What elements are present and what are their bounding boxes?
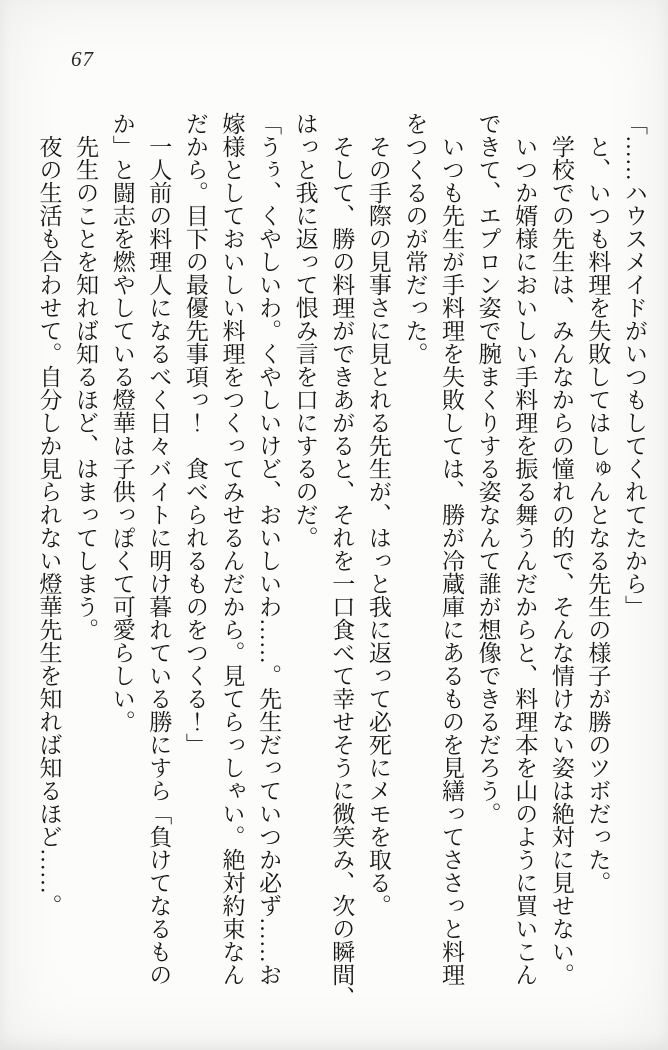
- vertical-text-block: [30, 112, 652, 1017]
- text-line-15: か」と闘志を燃やしている燈華は子供っぽくて可愛らしい。: [109, 112, 135, 733]
- text-line-10: はっと我に返って恨み言を口にするのだ。: [292, 112, 318, 549]
- text-line-03: 学校での先生は、みんなからの憧れの的で、そんな情けない姿は絶対に見せない。: [548, 112, 574, 986]
- text-line-11: 「うぅ、くやしいわ。くやしいけど、おいしいわ……。先生だっていつか必ず……お: [256, 112, 282, 986]
- page-number: 67: [71, 47, 94, 71]
- text-line-16: 先生のことを知れば知るほど、はまってしまう。: [73, 112, 99, 641]
- text-line-12: 嫁様としておいしい料理をつくってみせるんだから。見てらっしゃい。絶対約束なん: [219, 112, 245, 986]
- text-line-06: いつも先生が手料理を失敗しては、勝が冷蔵庫にあるものを見繕ってささっと料理: [439, 112, 465, 986]
- text-line-04: いつか婿様においしい手料理を振る舞うんだからと、料理本を山のように買いこん: [512, 112, 538, 986]
- text-line-14: 一人前の料理人になるべく日々バイトに明け暮れている勝にすら「負けてなるもの: [146, 112, 172, 986]
- text-line-01: 「……ハウスメイドがいつもしてくれてたから」: [622, 112, 647, 618]
- text-line-02: と、いつも料理を失敗してはしゅんとなる先生の様子が勝のツボだった。: [585, 112, 611, 894]
- text-line-13: だから。目下の最優先事項っ！ 食べられるものをつくる！」: [182, 112, 208, 756]
- text-line-08: その手際の見事さに見とれる先生が、はっと我に返って必死にメモを取る。: [365, 112, 391, 917]
- text-line-09: そして、勝の料理ができあがると、それを一口食べて幸せそうに微笑み、次の瞬間、: [329, 112, 355, 1009]
- text-line-07: をつくるのが常だった。: [402, 112, 428, 365]
- text-line-17: 夜の生活も合わせて。自分しか見られない燈華先生を知れば知るほど……。: [36, 112, 62, 917]
- text-line-05: できて、エプロン姿で腕まくりする姿なんて誰が想像できるだろう。: [475, 112, 501, 825]
